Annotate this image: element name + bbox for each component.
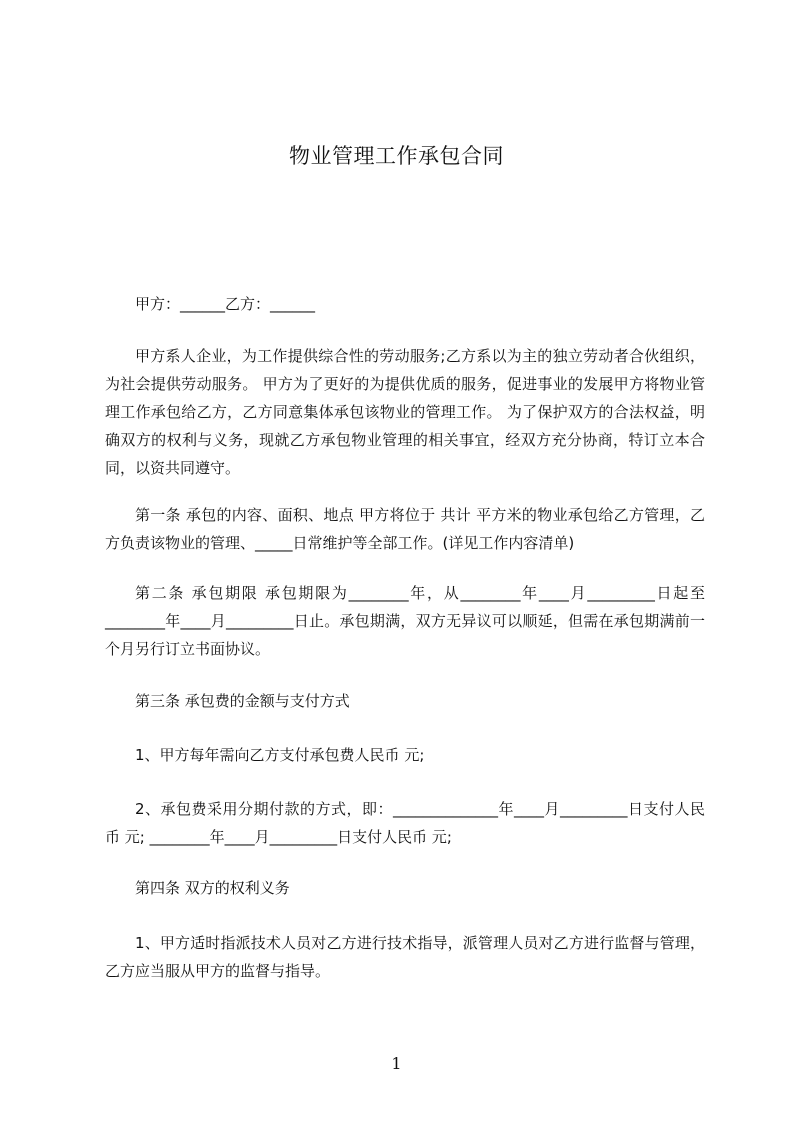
document-title: 物业管理工作承包合同 [289, 144, 504, 168]
preamble-paragraph: 甲方系人企业，为工作提供综合性的劳动服务;乙方系以为主的独立劳动者合伙组织，为社会提供劳动服务。 甲方为了更好的为提供优质的服务，促进事业的发展甲方将物业管理工作承包给乙方，乙方同意集体承包该物业的管理工作。 为了保护双方的合法权益，明确双方的权利与义务，现就乙方承包物业管理的相关事宜，经双方充分协商，特订立本合同，以资共同遵守。 [105, 347, 705, 477]
page-number: 1 [391, 1054, 402, 1073]
article-3-item-1: 1、甲方每年需向乙方支付承包费人民币 元; [135, 746, 425, 764]
article-3-heading: 第三条 承包费的金额与支付方式 [135, 692, 350, 710]
article-4-heading: 第四条 双方的权利义务 [135, 879, 290, 897]
article-1-paragraph: 第一条 承包的内容、面积、地点 甲方将位于 共计 平方米的物业承包给乙方管理，乙方负责该物业的管理、_____日常维护等全部工作。(详见工作内容清单) [105, 506, 705, 552]
article-2-paragraph: 第二条 承包期限 承包期限为________年，从________年____月_________日起至________年____月_________日止。承包期满，双方无异议可以顺延，但需在承包期满前一个月另行订立书面协议。 [105, 584, 705, 658]
article-3-item-2: 2、承包费采用分期付款的方式，即：______________年____月_________日支付人民币 元; ________年____月_________日支付人民币 元; [105, 800, 705, 846]
party-line: 甲方：______乙方：______ [135, 295, 316, 313]
article-4-item-1: 1、甲方适时指派技术人员对乙方进行技术指导，派管理人员对乙方进行监督与管理，乙方应当服从甲方的监督与指导。 [105, 934, 705, 980]
